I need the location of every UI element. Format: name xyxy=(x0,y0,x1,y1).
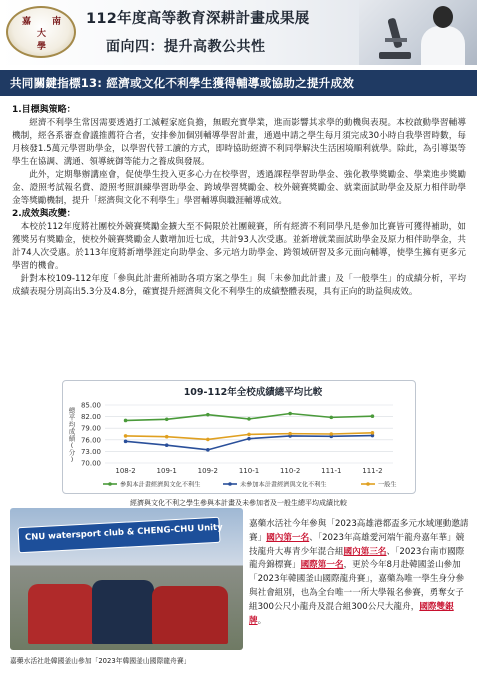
header xyxy=(0,0,477,65)
club-banner xyxy=(17,517,223,554)
chart-y-tick-label: 70.00 xyxy=(80,459,101,468)
chart-data-point xyxy=(247,433,251,437)
story-text-2: 、「2023年高雄愛河端午龍舟嘉年華」競技龍舟大專青少年混合組 xyxy=(249,532,465,557)
chart-y-axis-label-char: ) xyxy=(70,455,74,464)
logo-char-1: 嘉 xyxy=(22,17,32,27)
page-subtitle: 面向四：提升高教公共性 xyxy=(106,39,266,55)
legend-marker-1 xyxy=(108,482,112,486)
logo-char-3: 大 xyxy=(37,29,47,39)
award-international-first: 國際第一名 xyxy=(300,560,344,571)
researcher-head xyxy=(433,6,453,28)
results-paragraph-1: 本校於112年度將社團校外競賽獎勵金擴大至不侷限於社團競賽，所有經濟不利同學凡是參加比賽皆可獲得補助，如獲獎另有獎勵金，使校外競賽獎勵金人數增加近七成，共計93人次受惠。並新增就業面試助學金及原力相伴助學金，共計74人次受惠。於113年度將新增學涯定向助學金、多元培力助學金、跨領域研習及多元面向輔導，使學生擁有更多元學習的機會。 xyxy=(12,222,466,271)
team-photo xyxy=(10,508,243,650)
researcher-figure xyxy=(421,26,465,65)
logo-char-2: 南 xyxy=(52,17,62,27)
story-text-4: ，更於今年8月赴韓國釜山參加「2023年韓國釜山國際龍舟賽」，嘉藥為唯一學生身分參與社會組別，也為全台唯一一所大學報名參賽，勇奪女子組300公尺小龍舟及混合組300公尺大龍舟， xyxy=(249,560,465,612)
goals-paragraph-1: 經濟不利學生常因需要透過打工減輕家庭負擔，無暇充實學業，進而影響其求學的動機與表現。本校啟動學習輔導機制，經各系審查會議推薦符合者，安排參加個別輔導學習計畫，通過申請之學生每月須完成30小時自我學習時數，每月核發1.5萬元學習助學金，以學習代替工讀的方式，即時協助經濟不利同學解決生活困境順利就學。除此，為引導渠等學生在協調、溝通、領導統御等能力之養成與發展。 xyxy=(12,118,466,167)
chart-y-axis-label-char: 績 xyxy=(68,434,76,443)
chart-y-axis-label-char: 平 xyxy=(68,413,76,422)
section-heading-goals: 1.目標與策略： xyxy=(12,105,76,115)
award-international-double-silver: 國際雙銀牌 xyxy=(249,601,454,626)
legend-label-2: 未參加本計畫經濟與文化不利生 xyxy=(240,481,327,489)
chart-data-point xyxy=(124,419,128,423)
logo-char-4: 學 xyxy=(37,42,47,52)
chart-y-tick-label: 73.00 xyxy=(80,447,101,456)
legend-marker-3 xyxy=(366,482,370,486)
main-content xyxy=(12,104,466,299)
chart-x-tick-label: 108-2 xyxy=(115,467,136,475)
results-paragraph-2: 針對本校109-112年度「參與此計畫所補助各項方案之學生」與「未參加此計畫」及「一般學生」的成績分析，平均成績表現分別高出5.3分及4.8分，確實提升經濟與文化不利學生的成績整體表現，具有正向的助益與成效。 xyxy=(12,274,466,297)
chart-data-point xyxy=(247,437,251,441)
photo-caption: 嘉藥水活社赴韓國釜山參加「2023年韓國釜山國際龍舟賽」 xyxy=(10,657,191,665)
legend-label-3: 一般生 xyxy=(378,481,397,489)
chart-data-point xyxy=(247,417,251,421)
legend-marker-2 xyxy=(228,482,232,486)
chart-x-tick-label: 111-1 xyxy=(321,467,342,475)
chart-y-tick-label: 79.00 xyxy=(80,424,101,433)
microscope-icon xyxy=(377,14,411,60)
chart-svg xyxy=(63,381,415,493)
chart-data-point xyxy=(371,431,375,435)
chart-data-point xyxy=(165,435,169,439)
chart-data-point xyxy=(124,440,128,444)
story-text-1: 嘉藥水活社今年參與「2023高雄港都盃多元水域運動邀請賽」 xyxy=(249,519,469,543)
page-title: 112年度高等教育深耕計畫成果展 xyxy=(86,11,310,27)
chart-y-axis-label-char: ( xyxy=(70,441,74,450)
chart-y-tick-label: 85.00 xyxy=(80,401,101,410)
section-heading-results: 2.成效與改變： xyxy=(12,209,76,219)
team-group-right xyxy=(152,586,228,644)
grade-comparison-chart xyxy=(62,380,416,494)
university-logo xyxy=(6,6,76,58)
legend-label-1: 參與本計畫經濟與文化不利生 xyxy=(120,481,201,489)
chart-x-tick-label: 109-1 xyxy=(156,467,177,475)
chart-x-tick-label: 109-2 xyxy=(197,467,219,475)
chart-data-point xyxy=(165,418,169,422)
story-text-3: 、「2023台南市國際龍舟錦標賽」 xyxy=(249,546,465,571)
indicator-title: 共同關鍵指標13: 經濟或文化不利學生獲得輔導或協助之提升成效 xyxy=(10,76,355,90)
chart-y-axis-label-char: 成 xyxy=(68,427,76,436)
chart-data-point xyxy=(165,443,169,447)
chart-y-tick-label: 76.00 xyxy=(80,436,101,445)
chart-title: 109-112年全校成績總平均比較 xyxy=(183,387,323,398)
award-domestic-third: 國內第三名 xyxy=(343,546,387,557)
chart-y-axis-label xyxy=(69,406,76,464)
goals-paragraph-2: 此外，定期舉辦講座會，促使學生投入更多心力在校學習，透過課程學習助學金、強化教學獎勵金、學業進步獎勵金、證照考試報名費、證照考照訓練學習助學金、跨域學習獎勵金、校外競賽獎勵金、就業面試助學金及原力相伴助學金等獎勵機制，提升「經濟與文化不利學生」學習輔導與職涯輔導成效。 xyxy=(12,170,466,206)
club-banner-text: CNU watersport club & CHENG-CHU Unity xyxy=(24,522,223,543)
chart-data-point xyxy=(206,448,210,452)
chart-data-point xyxy=(371,414,375,418)
team-group-center xyxy=(92,580,154,644)
chart-x-tick-label: 110-2 xyxy=(279,467,301,475)
achievement-story xyxy=(249,518,470,628)
chart-data-point xyxy=(288,412,292,416)
chart-data-point xyxy=(288,432,292,436)
award-domestic-first: 國內第一名 xyxy=(266,532,310,543)
chart-caption: 經濟與文化不利之學生參與本計畫及未參加者及一般生總平均成績比較 xyxy=(130,499,347,507)
chart-data-point xyxy=(206,413,210,417)
chart-data-point xyxy=(329,432,333,436)
story-text-5: 。 xyxy=(257,615,267,626)
chart-x-tick-label: 110-1 xyxy=(238,467,260,475)
chart-y-axis-label-char: 均 xyxy=(68,420,76,429)
chart-data-point xyxy=(329,416,333,420)
researcher-photo xyxy=(359,0,477,65)
chart-data-point xyxy=(206,438,210,442)
chart-data-point xyxy=(124,434,128,438)
indicator-bar xyxy=(0,70,477,96)
chart-y-axis-label-char: 總 xyxy=(68,406,76,415)
chart-y-tick-label: 82.00 xyxy=(80,413,101,422)
team-group-left xyxy=(28,584,94,644)
chart-y-axis-label-char: 分 xyxy=(68,448,76,457)
chart-x-tick-label: 111-2 xyxy=(362,467,383,475)
